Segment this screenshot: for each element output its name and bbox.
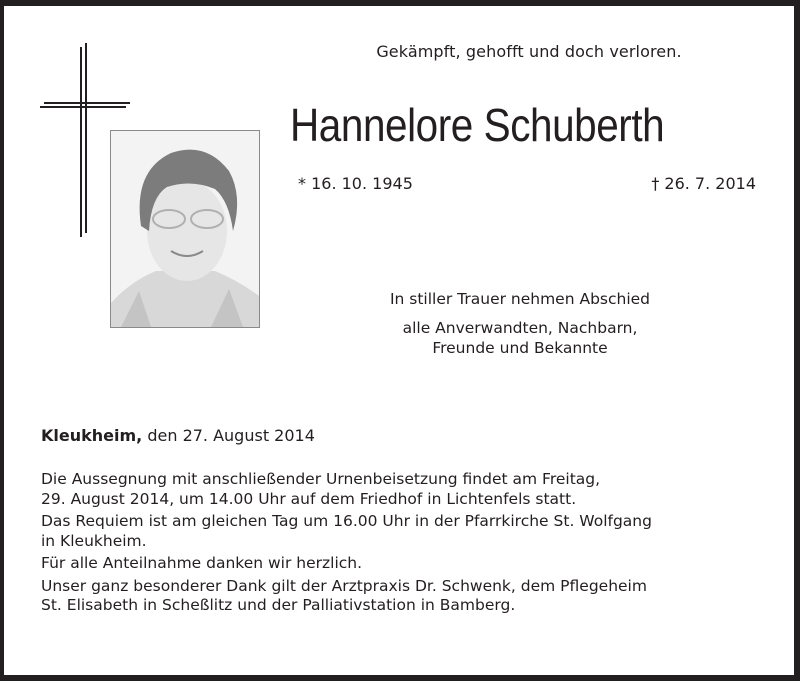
deceased-name: Hannelore Schuberth: [290, 99, 665, 151]
paragraph-requiem: [41, 512, 761, 551]
mourning-line-1: alle Anverwandten, Nachbarn,: [402, 319, 638, 337]
portrait-photo: [110, 130, 260, 328]
paragraph-thanks: [41, 554, 761, 574]
paragraph-line: in Kleukheim.: [41, 531, 147, 550]
place-name: Kleukheim,: [41, 426, 143, 445]
paragraph-line: 29. August 2014, um 14.00 Uhr auf dem Friedhof in Lichtenfels statt.: [41, 489, 577, 508]
paragraph-special-thanks: [41, 577, 761, 616]
paragraph-line: Das Requiem ist am gleichen Tag um 16.00 Uhr in der Pfarrkirche St. Wolfgang: [41, 512, 652, 530]
body-text: [41, 470, 761, 619]
obituary-card: [4, 6, 794, 675]
mourning-intro: In stiller Trauer nehmen Abschied: [389, 290, 651, 308]
date-text: den 27. August 2014: [142, 426, 315, 445]
mourning-block: [370, 289, 670, 358]
paragraph-line: Für alle Anteilnahme danken wir herzlich.: [41, 554, 363, 572]
death-date: † 26. 7. 2014: [651, 174, 756, 193]
motto-text: Gekämpft, gehofft und doch verloren.: [376, 42, 682, 61]
dateline: [41, 426, 315, 445]
birth-date: * 16. 10. 1945: [298, 174, 413, 193]
paragraph-line: Die Aussegnung mit anschließender Urnenbeisetzung findet am Freitag,: [41, 470, 601, 488]
paragraph-line: St. Elisabeth in Scheßlitz und der Palliativstation in Bamberg.: [41, 596, 516, 614]
paragraph-line: Unser ganz besonderer Dank gilt der Arztpraxis Dr. Schwenk, dem Pflegeheim: [41, 576, 647, 595]
mourning-line-2: Freunde und Bekannte: [432, 339, 608, 357]
paragraph-funeral: [41, 470, 761, 509]
